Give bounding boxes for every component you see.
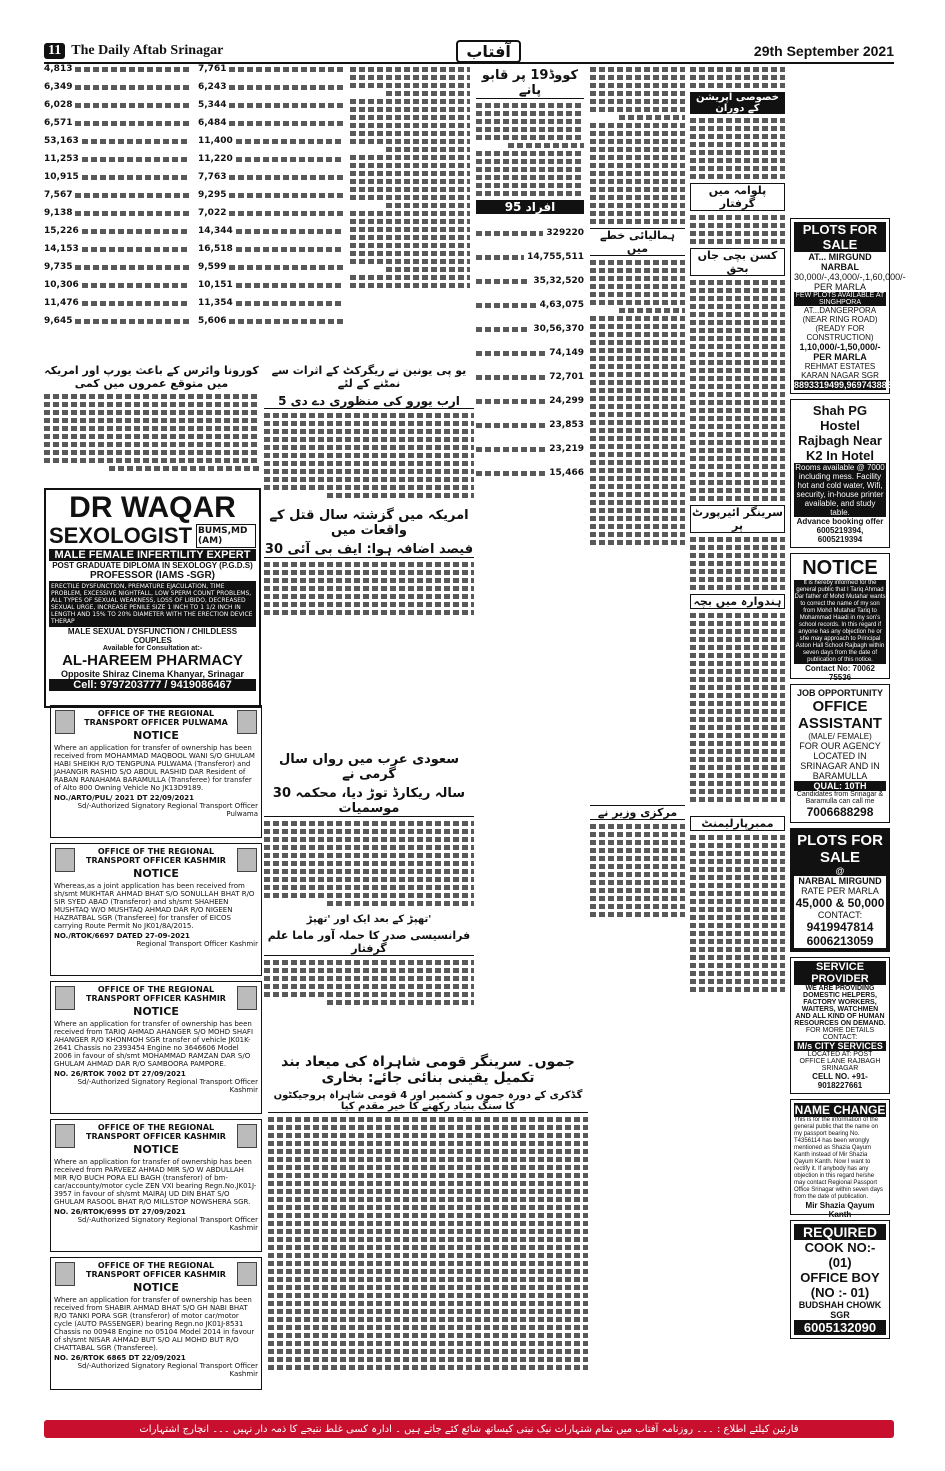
pulwama-headline: پلوامہ میں گرفتار [690,183,785,211]
rto-sign: Sd/-Authorized Signatory Regional Transport Officer Kashmir [77,1216,258,1232]
stat-line [198,298,344,308]
story-stat-value: 23,853 [549,420,584,430]
story-stat-line [476,372,584,382]
stat-value: 7,763 [198,172,227,182]
required-ad: REQUIRED COOK NO:- (01) OFFICE BOY (NO :- 01) BUDSHAH CHOWK SGR 6005132090 [790,1220,890,1339]
handwara-headline: ہندوارہ میں بچہ [690,594,785,609]
rto-body: Where an application for transfer of ownership has been received from SHABIR AHMAD BHAT S/O GH NABI BHAT R/O TANKI PORA SGR (transferor) of motor car/motor cycle (AUTO PASSENGER) bearing Regn.no JK01J-8531 Chassis no 00948 Engine no 05104 Model 2014 in favour of sh/smt NISAR AHMAD BUT S/O ALI MOHD BUT R/O CHATTABAL SGR (Transferee). [54,1296,255,1352]
photo-placeholder [55,848,75,872]
stat-value: 11,354 [198,298,233,308]
rto-notice-label: NOTICE [133,1143,179,1156]
doctor-phone: Cell: 9797203777 / 9419086467 [49,679,256,691]
stat-value: 4,813 [44,64,73,74]
story-stat-line [476,468,584,478]
rto-ref: NO. 26/RTOK/6995 DT 27/09/2021 [54,1208,186,1216]
stat-value: 7,022 [198,208,227,218]
story-stats-list [476,228,584,478]
stat-value: 9,138 [44,208,73,218]
plots-ad-2: PLOTS FOR SALE @ NARBAL MIRGUND RATE PER MARLA 45,000 & 50,000 CONTACT: 9419947814 6006213059 [790,828,890,952]
rto-notice-label: NOTICE [133,1281,179,1294]
rto-office: OFFICE OF THE REGIONAL TRANSPORT OFFICER PULWAMA [84,709,228,727]
issue-date: 29th September 2021 [753,43,894,59]
story-stat-line [476,444,584,454]
us-murders-headline: امریکہ میں گزشتہ سال قتل کے واقعات میں [269,508,469,538]
story-stat-value: 24,299 [549,396,584,406]
photo-placeholder [55,986,75,1010]
eu-budget-headline: یو پی یونین نے ریگرکٹ کے اثرات سے نمٹنے کے لئے [271,364,467,390]
stat-line [44,262,190,272]
stat-line [198,244,344,254]
stat-value: 14,344 [198,226,233,236]
stat-value: 9,735 [44,262,73,272]
stat-value: 10,151 [198,280,233,290]
rto-body: Where an application for transfer of ownership has been received from PARVEEZ AHMAD MIR S/O W ABDULLAH MIR R/O BUCH PORA ELI BAGH (transferor) of bm-car/accounty/motor cycle ZEN VXI bearing Regn.No.JK01J-3957 in favour of sh/smt MAIRAJ UD DIN BHAT S/O GHULAM RASOOL BHAT R/O MILLSTOP NOWSHERA SGR. [54,1158,257,1206]
right-center-column [590,64,685,1414]
doctor-title: SEXOLOGIST [49,523,193,548]
stat-line [44,64,190,74]
stat-value: 5,606 [198,316,227,326]
doctor-dysfunction: MALE SEXUAL DYSFUNCTION / CHILDLESS COUPLES [67,627,238,645]
page-number: 11 [44,43,65,59]
stat-line [198,280,344,290]
stat-value: 10,915 [44,172,79,182]
stat-line [44,208,190,218]
stat-line [198,64,344,74]
stat-value: 6,243 [198,82,227,92]
stat-value: 9,295 [198,190,227,200]
story-stat-value: 4,63,075 [539,300,584,310]
stat-line [198,82,344,92]
stat-value: 7,567 [44,190,73,200]
stat-line [198,136,344,146]
stat-line [44,154,190,164]
story-stat-line [476,396,584,406]
stat-value: 6,484 [198,118,227,128]
covid-stats-column [44,64,344,356]
stat-line [198,262,344,272]
story-stat-value: 23,219 [549,444,584,454]
rto-notice-label: NOTICE [133,1005,179,1018]
operation-headline: خصوصی آپریشن کے دوران [690,92,785,114]
job-ad: JOB OPPORTUNITY OFFICE ASSISTANT (MALE/ FEMALE) FOR OUR AGENCY LOCATED IN SRINAGAR AND IN BARAMULLA QUAL: 10TH Candidates from Srinagar & Baramulla can call me 7006688298 [790,684,890,823]
stat-value: 6,571 [44,118,73,128]
stat-line [44,82,190,92]
rto-body: Where an application for transfer of ownership has been received from MOHAMMAD MAQBOOL WANI S/O GHULAM HABI SHEIKH R/O TENGPUNA PULWAMA (Transferor) and JAHANGIR RASHID S/O ABDUL RASHID DAR Resident of RABAN RANAHAMA BARAMULLA (Transferee) for transfer of Alto 800 Owning Vehicle No JK13D9189. [54,744,255,792]
covid19-headline: کووڈ19 پر قابو پانے [476,68,584,99]
story-stat-value: 72,701 [549,372,584,382]
rto-sign: Sd/-Authorized Signatory Regional Transport Officer Kashmir [77,1078,258,1094]
rto-notice [50,1119,262,1252]
rto-notice [50,981,262,1114]
saudi-subhead: 30 سالہ ریکارڈ توڑ دیا، محکمہ موسمیات [264,786,474,817]
stat-line [44,172,190,182]
rto-notice-label: NOTICE [133,867,179,880]
rto-notices [50,700,262,1420]
stat-line [44,136,190,146]
stat-line [44,226,190,236]
central-news-column [476,64,584,964]
photo-placeholder [55,1124,75,1148]
right-news-column [690,64,785,1414]
rto-sign: Sd/-Authorized Signatory Regional Transport Officer Kashmir [77,1362,258,1378]
stat-line [44,190,190,200]
stat-value: 5,344 [198,100,227,110]
rto-ref: NO. 26/RTOK 6865 DT 22/09/2021 [54,1354,186,1362]
photo-placeholder [237,710,257,734]
rto-sign: Sd/-Authorized Signatory Regional Transport Officer Pulwama [77,802,258,818]
saudi-headline: سعودی عرب میں رواں سال گرمی نے [278,752,460,782]
ninety-five-headline: 95 افراد [476,200,584,214]
story-stat-line [476,324,584,334]
stat-line [198,100,344,110]
stat-line [198,208,344,218]
photo-placeholder [237,1124,257,1148]
slap-subhead: فرانسیسی صدر کا حملہ آور ماما علم گرفتار [264,929,474,956]
parliament-headline: ممبرپارلیمنٹ [690,816,785,831]
rto-body: Where an application for transfer of ownership has been received from TARIQ AHMAD AHANGER S/O MOHD SHAFI AHANGER R/O KHONMOH SGR transfer of vehicle JK01K-2641 Chassis no 2393454 Engine no 3646606 Model 2006 in favour of sh/smt MOHAMMAD RAMZAN DAR S/O GHULAM AHMAD DAR R/O SAMBOORA PAMPORE. [54,1020,254,1068]
stat-value: 11,476 [44,298,79,308]
stat-line [44,280,190,290]
story-stat-value: 14,755,511 [527,252,584,262]
stat-value: 15,226 [44,226,79,236]
rto-sign: Regional Transport Officer Kashmir [136,940,258,948]
notice-ad: NOTICE It is hereby informed for the general public that I Tariq Ahmad Dar father of Mohd Mutahar wants to correct the name of my son from Mohd Mutahar Tariq to Mohammad Haadi in my son's school records. In this regard if anyone has any objection he or she may approach to Principal Aston Hall School Rajbagh within seven days from the date of publication of this notice. Contact No: 70062 75536 [790,553,890,679]
rto-ref: NO./ARTO/PUL/ 2021 DT 22/09/2021 [54,794,194,802]
stat-line [198,154,344,164]
story-stat-value: 329220 [546,228,584,238]
stat-line [198,172,344,182]
stat-value: 9,645 [44,316,73,326]
stat-line [44,118,190,128]
stat-value: 6,349 [44,82,73,92]
eu-budget-story [264,360,474,610]
girl-died-headline: کسن بچی جاں بحق [690,248,785,276]
right-ads-column [790,218,906,1414]
covid-story-column [350,64,470,356]
hostel-ad: Shah PG Hostel Rajbagh Near K2 In Hotel Rooms available @ 7000 including mess. Facility hot and cold water, Wifi, security, in-house printer available, and study table. Advance booking offer 6005219394, 6005219394 [790,399,890,548]
rto-ref: NO. 26/RTOK 7002 DT 27/09/2021 [54,1070,186,1078]
story-stat-line [476,252,584,262]
paper-name: The Daily Aftab Srinagar [71,43,224,58]
eu-budget-subhead: 5 ارب یورو کی منظوری دے دی [264,394,474,409]
stat-value: 11,220 [198,154,233,164]
story-stat-line [476,228,584,238]
highway-headline: جموں۔ سرینگر قومی شاہراہ کی میعاد بند تکمیل یقینی بنائی جائے: بخاری [281,1054,575,1086]
europe-story [44,360,259,478]
photo-placeholder [55,1262,75,1286]
rto-office: OFFICE OF THE REGIONAL TRANSPORT OFFICER KASHMIR [86,1261,226,1279]
stat-line [44,100,190,110]
stat-line [44,298,190,308]
doctor-degree: BUMS,MD (AM) [196,524,256,548]
europe-headline: کورونا وائرس کے باعث یورپ اور امریکہ میں متوقع عمروں میں کمی [44,364,259,390]
stat-line [44,244,190,254]
stat-value: 53,163 [44,136,79,146]
service-provider-ad: SERVICE PROVIDER WE ARE PROVIDING DOMESTIC HELPERS, FACTORY WORKERS, WAITERS, WATCHMEN AND ALL KIND OF HUMAN RESOURCES ON DEMAND. FOR MORE DETAILS CONTACT: M/s CITY SERVICES LOCATED AT: POST OFFICE LANE RAJBAGH SRINAGAR CELL NO. +91-9018227661 [790,957,890,1094]
stat-line [44,316,190,326]
story-stat-line [476,300,584,310]
rto-office: OFFICE OF THE REGIONAL TRANSPORT OFFICER KASHMIR [86,985,226,1003]
story-stat-line [476,276,584,286]
stat-value: 7,761 [198,64,227,74]
stat-value: 6,028 [44,100,73,110]
stat-value: 14,153 [44,244,79,254]
doctor-consult: Available for Consultation at:- [102,645,203,652]
stat-line [198,118,344,128]
highway-subhead: گڈکری کے دورہ جموں و کشمیر اور 4 قومی شاہراہ پروجیکٹوں کا سنگ بنیاد رکھنے کا خیر مقدم کیا [268,1090,588,1113]
stat-value: 9,599 [198,262,227,272]
name-change-ad: NAME CHANGE This is for the information of the general public that the name on my passport bearing No. T4356114 has been wrongly mentioned as Shazia Qayum Kanth instead of Mir Shazia Qayum Kanth. Now I want to rectify it. If anybody has any objection in this regard he/she may contact Regional Passport Office Srinagar within seven days from the date of publication. Mir Shazia Qayum Kanth [790,1099,890,1215]
story-stat-value: 74,149 [549,348,584,358]
plots-ad-1: PLOTS FOR SALE AT... MIRGUND NARBAL 30,000/-,43,000/-,1,60,000/- PER MARLA FEW PLOTS AVAILABLE AT SINGHPORA AT...DANGERPORA (NEAR RING ROAD) (READY FOR CONSTRUCTION) 1,10,000/-1,50,000/- PER MARLA REHMAT ESTATES KARAN NAGAR SGR 8893319499,9697438880 [790,218,890,394]
stat-line [198,316,344,326]
rto-ref: NO./RTOK/6697 DATED 27-09-2021 [54,932,190,940]
pharmacy-address: Opposite Shiraz Cinema Khanyar, Srinagar [60,669,245,679]
doctor-diploma: POST GRADUATE DIPLOMA IN SEXOLOGY (P.G.D.S) [52,561,253,570]
stat-line [198,190,344,200]
rto-office: OFFICE OF THE REGIONAL TRANSPORT OFFICER KASHMIR [86,847,226,865]
doctor-professor: PROFESSOR (IAMS -SGR) [89,570,215,581]
us-murders-subhead: 30 فیصد اضافہ ہوا: ایف بی آئی [264,542,474,557]
highway-story [268,1050,588,1410]
saudi-story [264,748,474,1048]
rto-body: Whereas,as a joint application has been received from sh/smt MUKHTAR AHMAD BHAT S/O SONULLAH BHAT R/O SIR SYED ABAD (Transferor) and sh/smt SHAHEEN MUSHTAQ W/O MUSHTAQ AHMAD DAR R/O NIGEEN HAZRATBAL SGR (Transferee) for transfer of EICOS carrying Route Permit No JK01/8A/2015. [54,882,255,930]
photo-placeholder [237,848,257,872]
page-footer: قارئین کیلئے اطلاع : ۔۔۔ روزنامہ آفتاب میں تمام شتہارات نیک نیتی کیساتھ شائع کئے جاتے ہیں ۔ ادارہ کسی غلط نتیجے کا ذمہ دار نہیں ۔۔۔ انچارج اشتہارات [44,1420,894,1438]
stat-value: 10,306 [44,280,79,290]
himalaya-headline: ہمالیائی خطے میں [590,228,685,256]
slap-headline: تھپڑ کے بعد ایک اور 'تھپڑ' [306,914,432,925]
stat-value: 11,400 [198,136,233,146]
rto-notice [50,705,262,838]
pharmacy-name: AL-HAREEM PHARMACY [62,652,243,669]
rto-notice [50,1257,262,1390]
masthead-logo: آفتاب [456,40,521,63]
stat-line [198,226,344,236]
page-header [44,40,894,64]
story-stat-value: 35,32,520 [533,276,584,286]
doctor-conditions: ERECTILE DYSFUNCTION, PREMATURE EJACULATION, TIME PROBLEM, EXCESSIVE NIGHTFALL, LOW SPERM COUNT PROBLEMS, ALL TYPES OF SEXUAL WEAKNESS, LOSS OF LIBIDO, DECREASED SEXUAL URGE, INCREASE PENILE SIZE 1 INCH TO 1 1/2 INCH IN LENGTH AND 15% TO 20% DIAMETER WITH THE ERECTION DEVICE THERAP [49,581,256,627]
rto-notice-label: NOTICE [133,729,179,742]
airport-headline: سرینگر ائیرپورٹ پر [692,506,783,532]
story-stat-line [476,420,584,430]
story-stat-value: 15,466 [549,468,584,478]
rto-office: OFFICE OF THE REGIONAL TRANSPORT OFFICER KASHMIR [86,1123,226,1141]
story-stat-value: 30,56,370 [533,324,584,334]
photo-placeholder [55,710,75,734]
doctor-name: DR WAQAR [69,491,236,524]
stats-grid [44,64,344,326]
photo-placeholder [237,986,257,1010]
stat-value: 16,518 [198,244,233,254]
rto-notice [50,843,262,976]
doctor-tagline: MALE FEMALE INFERTILITY EXPERT [49,549,256,561]
stat-value: 11,253 [44,154,79,164]
photo-placeholder [237,1262,257,1286]
story-stat-line [476,348,584,358]
ministry-headline: مرکزی وزیر نے [590,805,685,820]
doctor-ad [44,488,261,708]
